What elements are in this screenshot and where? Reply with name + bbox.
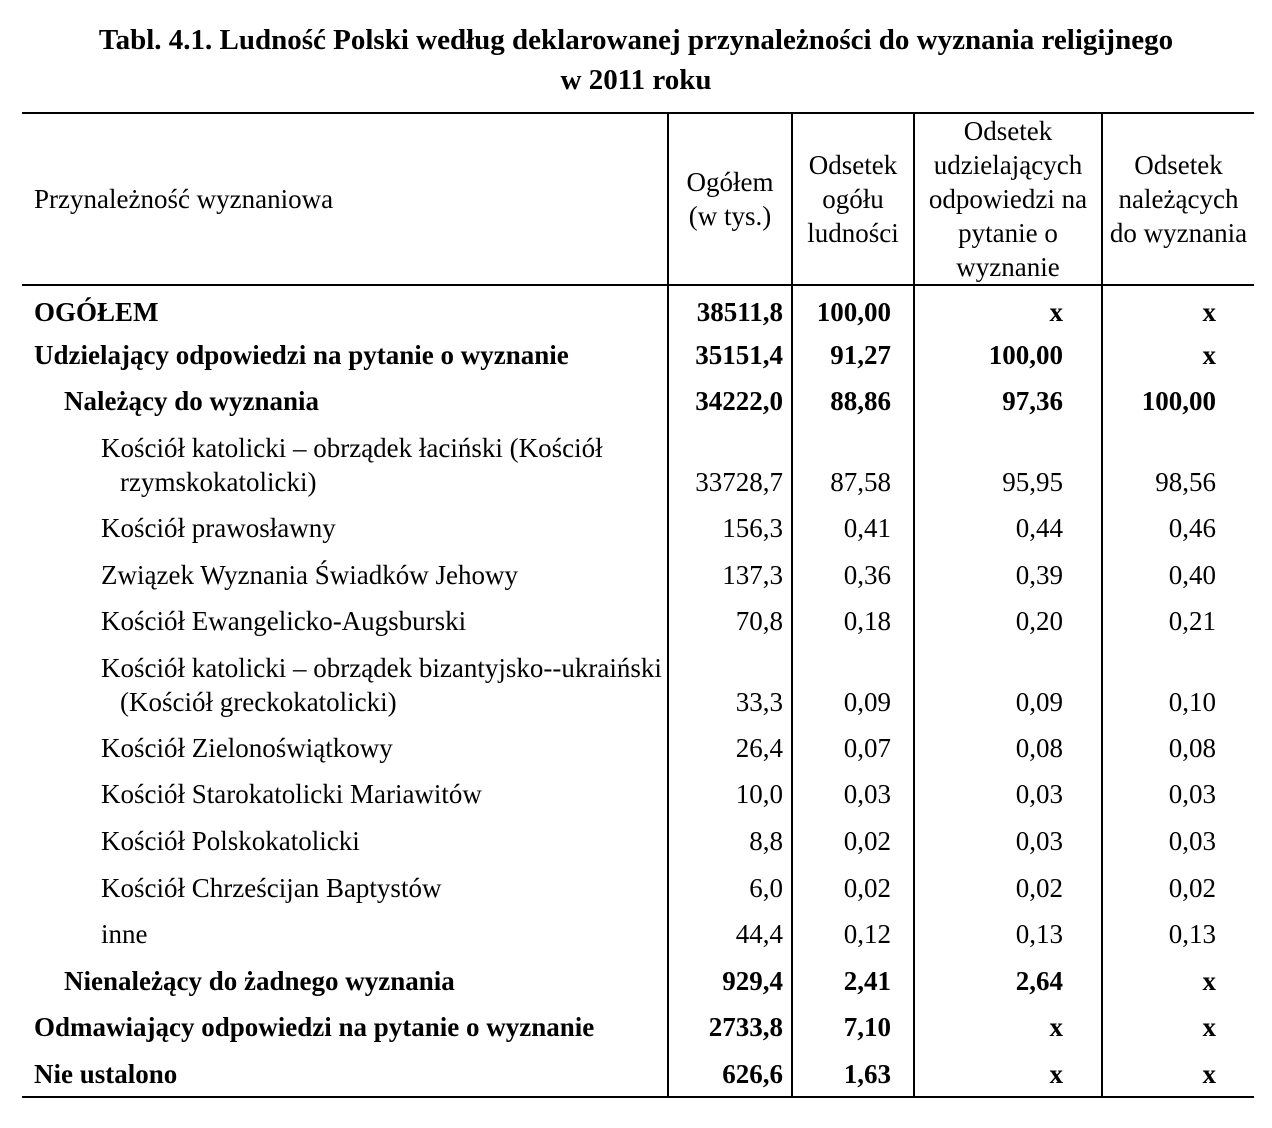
cell-pct-respondents: x (914, 1004, 1102, 1051)
cell-total: 34222,0 (668, 378, 792, 425)
header-pct-population: Odsetek ogółu ludności (792, 113, 914, 285)
row-label: inne (101, 919, 148, 950)
row-label: Kościół katolicki – obrządek bizantyjsko--ukraiński (Kościół greckokatolicki) (101, 652, 662, 717)
cell-total: 70,8 (668, 598, 792, 645)
cell-total: 26,4 (668, 725, 792, 772)
cell-pct-respondents: 0,02 (914, 864, 1102, 911)
table-header (22, 113, 1254, 285)
table-row (22, 378, 1254, 425)
table-row (22, 645, 1254, 725)
cell-pct-respondents: x (914, 1051, 1102, 1098)
table-title-line-1: Tabl. 4.1. Ludność Polski według deklarowanej przynależności do wyznania religijnego (98, 24, 1174, 56)
row-label: Kościół Chrześcijan Baptystów (101, 872, 442, 903)
cell-total: 38511,8 (668, 285, 792, 332)
cell-pct-members: 0,02 (1102, 864, 1254, 911)
cell-pct-population: 7,10 (792, 1004, 914, 1051)
cell-total: 156,3 (668, 505, 792, 552)
row-label: Odmawiający odpowiedzi na pytanie o wyznanie (34, 1012, 595, 1043)
table-row (22, 1051, 1254, 1098)
table-row (22, 551, 1254, 598)
cell-pct-population: 0,09 (792, 645, 914, 725)
table-row (22, 505, 1254, 552)
header-row (22, 113, 1254, 285)
cell-pct-population: 1,63 (792, 1051, 914, 1098)
cell-pct-population: 2,41 (792, 958, 914, 1005)
cell-pct-population: 0,18 (792, 598, 914, 645)
cell-pct-members: 0,40 (1102, 551, 1254, 598)
cell-pct-population: 0,07 (792, 725, 914, 772)
header-total: Ogółem (w tys.) (668, 113, 792, 285)
table-row (22, 818, 1254, 865)
row-label: Kościół prawosławny (101, 513, 336, 544)
row-label: Kościół Polskokatolicki (101, 826, 360, 857)
cell-pct-population: 0,03 (792, 771, 914, 818)
cell-pct-members: x (1102, 958, 1254, 1005)
header-pct-respondents: Odsetek udzielających odpowiedzi na pytanie o wyznanie (914, 113, 1102, 285)
cell-pct-population: 100,00 (792, 285, 914, 332)
table-row (22, 911, 1254, 958)
cell-pct-respondents: 0,03 (914, 771, 1102, 818)
cell-pct-members: x (1102, 1051, 1254, 1098)
cell-pct-members: x (1102, 285, 1254, 332)
table-row (22, 1004, 1254, 1051)
table-row (22, 725, 1254, 772)
cell-total: 2733,8 (668, 1004, 792, 1051)
cell-pct-respondents: 0,13 (914, 911, 1102, 958)
cell-pct-respondents: 0,03 (914, 818, 1102, 865)
table-row (22, 285, 1254, 332)
cell-total: 35151,4 (668, 332, 792, 379)
row-label: Kościół Starokatolicki Mariawitów (101, 779, 482, 810)
header-pct-members: Odsetek należących do wyznania (1102, 113, 1254, 285)
cell-pct-members: 100,00 (1102, 378, 1254, 425)
cell-pct-population: 0,41 (792, 505, 914, 552)
cell-pct-members: 0,08 (1102, 725, 1254, 772)
cell-total: 10,0 (668, 771, 792, 818)
cell-pct-members: 0,46 (1102, 505, 1254, 552)
table-row (22, 332, 1254, 379)
table-row (22, 425, 1254, 505)
row-label: Udzielający odpowiedzi na pytanie o wyznanie (34, 339, 569, 370)
cell-total: 6,0 (668, 864, 792, 911)
cell-pct-population: 0,02 (792, 864, 914, 911)
cell-pct-population: 87,58 (792, 425, 914, 505)
cell-pct-respondents: 2,64 (914, 958, 1102, 1005)
cell-pct-population: 0,36 (792, 551, 914, 598)
cell-pct-respondents: 0,20 (914, 598, 1102, 645)
row-label: Kościół katolicki – obrządek łaciński (Kościół rzymskokatolicki) (101, 432, 603, 497)
table-row (22, 771, 1254, 818)
religion-table (22, 112, 1254, 1098)
cell-total: 626,6 (668, 1051, 792, 1098)
table-row (22, 598, 1254, 645)
table-row (22, 958, 1254, 1005)
header-affiliation: Przynależność wyznaniowa (22, 113, 668, 285)
table-row (22, 864, 1254, 911)
cell-total: 33,3 (668, 645, 792, 725)
cell-pct-respondents: x (914, 285, 1102, 332)
cell-total: 8,8 (668, 818, 792, 865)
cell-pct-members: 0,10 (1102, 645, 1254, 725)
cell-total: 44,4 (668, 911, 792, 958)
cell-pct-population: 88,86 (792, 378, 914, 425)
cell-pct-respondents: 100,00 (914, 332, 1102, 379)
cell-pct-members: 0,03 (1102, 771, 1254, 818)
cell-pct-members: 98,56 (1102, 425, 1254, 505)
cell-total: 33728,7 (668, 425, 792, 505)
cell-pct-respondents: 97,36 (914, 378, 1102, 425)
row-label: Nie ustalono (22, 1051, 668, 1098)
cell-pct-members: x (1102, 332, 1254, 379)
row-label: Kościół Zielonoświątkowy (101, 732, 393, 763)
cell-pct-respondents: 0,39 (914, 551, 1102, 598)
table-body (22, 285, 1254, 1097)
cell-pct-members: x (1102, 1004, 1254, 1051)
row-label: Nienależący do żadnego wyznania (64, 965, 455, 996)
cell-pct-respondents: 0,44 (914, 505, 1102, 552)
row-label: Związek Wyznania Świadków Jehowy (101, 559, 519, 590)
cell-pct-population: 0,12 (792, 911, 914, 958)
cell-total: 929,4 (668, 958, 792, 1005)
cell-pct-respondents: 95,95 (914, 425, 1102, 505)
row-label: Kościół Ewangelicko-Augsburski (101, 606, 467, 637)
cell-pct-members: 0,21 (1102, 598, 1254, 645)
cell-pct-population: 0,02 (792, 818, 914, 865)
cell-pct-members: 0,03 (1102, 818, 1254, 865)
cell-pct-population: 91,27 (792, 332, 914, 379)
cell-pct-respondents: 0,09 (914, 645, 1102, 725)
cell-pct-respondents: 0,08 (914, 725, 1102, 772)
row-label: Należący do wyznania (64, 386, 319, 417)
cell-pct-members: 0,13 (1102, 911, 1254, 958)
row-label: OGÓŁEM (34, 296, 159, 327)
table-title (0, 20, 1272, 100)
cell-total: 137,3 (668, 551, 792, 598)
table-title-line-2: w 2011 roku (560, 64, 712, 96)
